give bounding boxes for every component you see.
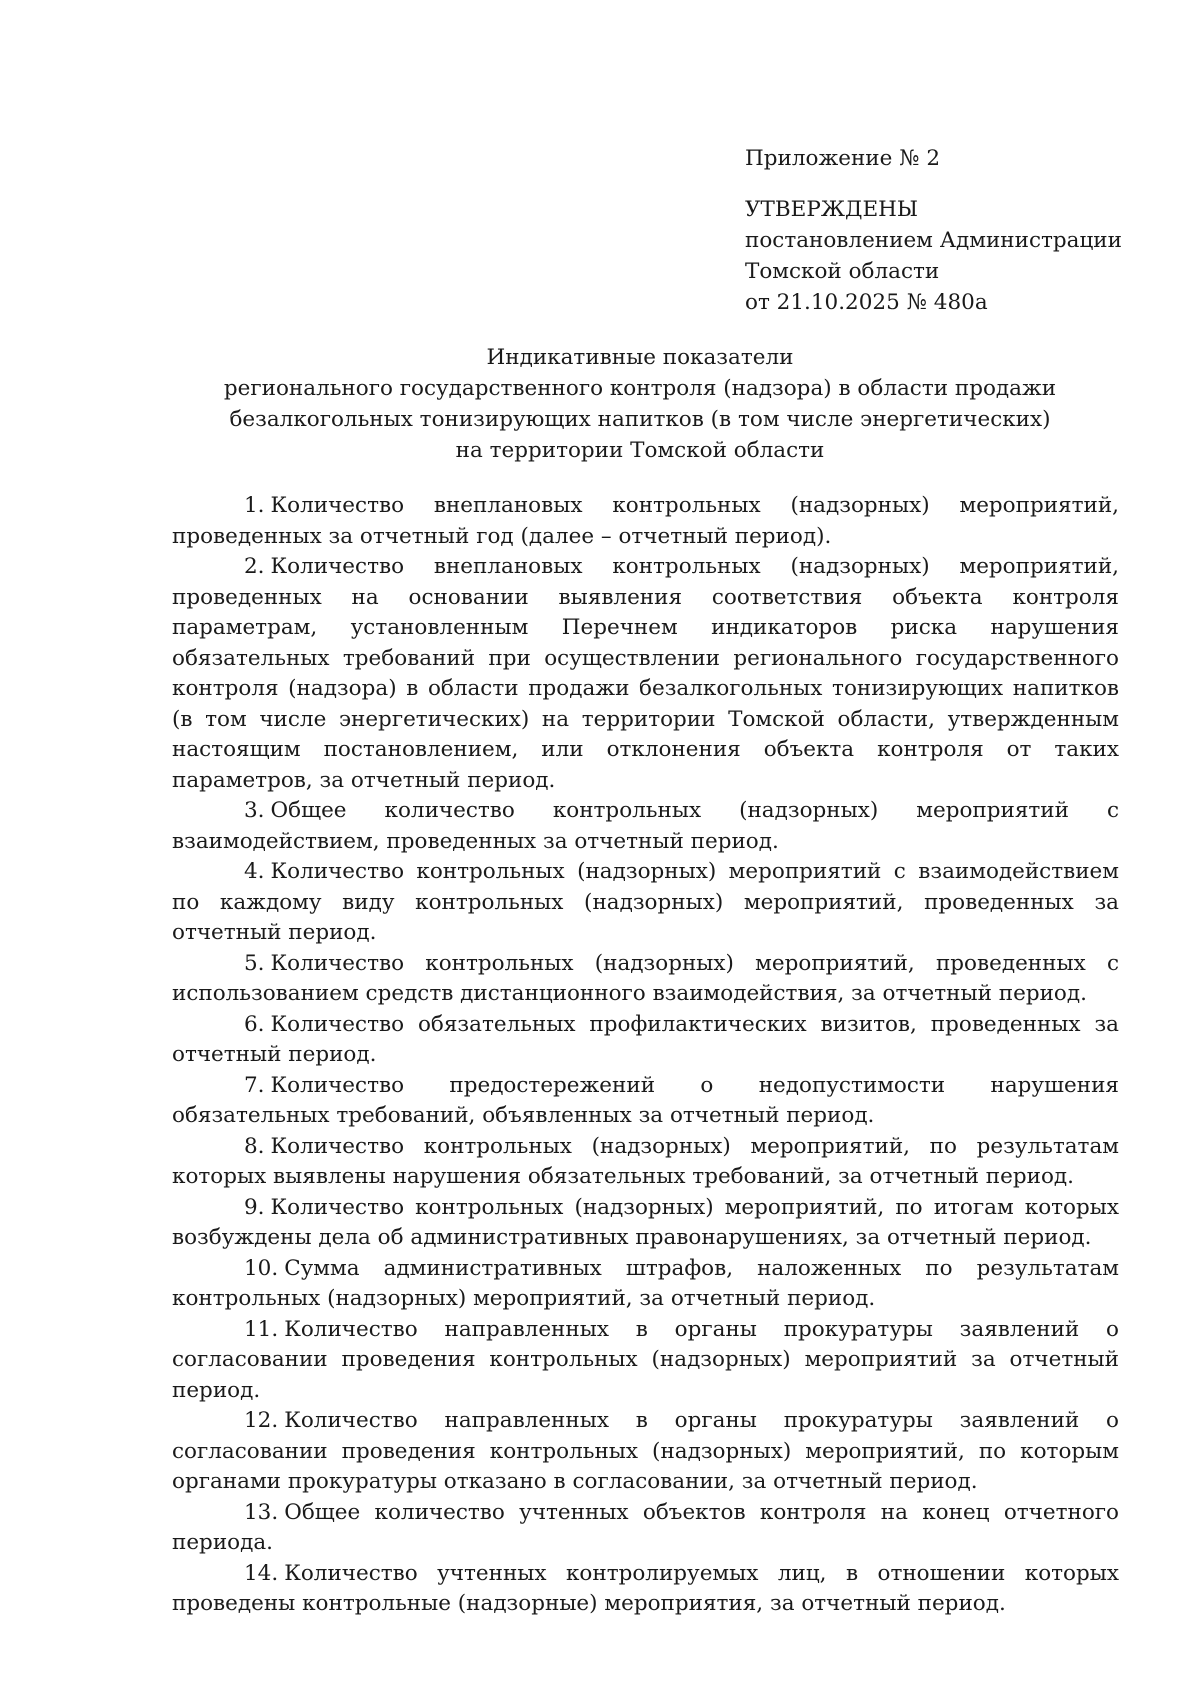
item-text: Количество направленных в органы прокуратуры заявлений о согласовании проведения контрольных (надзорных) мероприятий, по которым органами прокуратуры отказано в согласовании, за отчетный период.	[172, 1408, 1119, 1494]
item-text: Общее количество контрольных (надзорных) мероприятий с взаимодействием, проведенных за отчетный период.	[172, 798, 1119, 854]
list-item	[172, 1010, 1119, 1071]
list-item	[172, 1132, 1119, 1193]
item-number: 8.	[244, 1133, 265, 1159]
approved-heading: УТВЕРЖДЕНЫ	[745, 197, 919, 222]
list-item	[172, 1406, 1119, 1498]
title-line-4: на территории Томской области	[455, 438, 825, 463]
list-item	[172, 1498, 1119, 1559]
item-text: Количество контрольных (надзорных) мероприятий с взаимодействием по каждому виду контрольных (надзорных) мероприятий, проведенных за отчетный период.	[172, 859, 1119, 945]
item-number: 1.	[244, 493, 265, 518]
item-number: 14.	[244, 1560, 279, 1586]
item-text: Сумма административных штрафов, наложенных по результатам контрольных (надзорных) мероприятий, за отчетный период.	[172, 1255, 1119, 1311]
item-number: 5.	[244, 950, 265, 976]
item-text: Количество предостережений о недопустимости нарушения обязательных требований, объявленных за отчетный период.	[172, 1072, 1119, 1128]
list-item	[172, 1193, 1119, 1254]
item-text: Количество учтенных контролируемых лиц, в отношении которых проведены контрольные (надзорные) мероприятия, за отчетный период.	[172, 1560, 1119, 1616]
list-item	[172, 491, 1119, 552]
item-text: Количество направленных в органы прокуратуры заявлений о согласовании проведения контрольных (надзорных) мероприятий за отчетный период.	[172, 1316, 1119, 1403]
item-number: 7.	[244, 1072, 265, 1098]
item-number: 2.	[244, 554, 265, 579]
appendix-label: Приложение № 2	[745, 146, 941, 171]
list-item	[172, 1071, 1119, 1132]
item-number: 3.	[244, 798, 265, 823]
document-title	[160, 342, 1120, 466]
title-line-3: безалкогольных тонизирующих напитков (в том числе энергетических)	[229, 407, 1051, 432]
item-number: 13.	[244, 1499, 279, 1525]
item-text: Количество внеплановых контрольных (надзорных) мероприятий, проведенных на основании выявления соответствия объекта контроля параметрам, установленным Перечнем индикаторов риска нарушения обязательных требований при осуществлении регионального государственного контроля (надзора) в области продажи безалкогольных тонизирующих напитков (в том числе энергетических) на территории Томской области, утвержденным настоящим постановлением, или отклонения объекта контроля от таких параметров, за отчетный период.	[172, 554, 1119, 793]
item-number: 9.	[244, 1194, 265, 1220]
approval-line-3: от 21.10.2025 № 480а	[745, 290, 988, 315]
item-number: 12.	[244, 1408, 279, 1433]
approval-line-1: постановлением Администрации	[745, 228, 1122, 253]
item-number: 4.	[244, 859, 265, 884]
item-number: 11.	[244, 1316, 279, 1342]
title-line-1: Индикативные показатели	[486, 345, 794, 370]
item-number: 10.	[244, 1255, 279, 1281]
list-item	[172, 1559, 1119, 1620]
item-text: Количество контрольных (надзорных) мероприятий, проведенных с использованием средств дистанционного взаимодействия, за отчетный период.	[172, 950, 1119, 1006]
list-item	[172, 796, 1119, 857]
approval-block	[745, 143, 1122, 318]
list-item	[172, 857, 1119, 949]
item-text: Количество контрольных (надзорных) мероприятий, по результатам которых выявлены нарушения обязательных требований, за отчетный период.	[172, 1133, 1119, 1189]
item-text: Количество внеплановых контрольных (надзорных) мероприятий, проведенных за отчетный год (далее – отчетный период).	[172, 493, 1119, 549]
item-text: Количество обязательных профилактических визитов, проведенных за отчетный период.	[172, 1011, 1119, 1067]
approval-line-2: Томской области	[745, 259, 940, 284]
item-text: Количество контрольных (надзорных) мероприятий, по итогам которых возбуждены дела об административных правонарушениях, за отчетный период.	[172, 1194, 1119, 1250]
title-line-2: регионального государственного контроля (надзора) в области продажи	[223, 376, 1057, 401]
item-number: 6.	[244, 1011, 265, 1037]
list-item	[172, 949, 1119, 1010]
list-item	[172, 552, 1119, 796]
list-item	[172, 1315, 1119, 1407]
list-item	[172, 1254, 1119, 1315]
item-text: Общее количество учтенных объектов контроля на конец отчетного периода.	[172, 1499, 1119, 1555]
spacer	[745, 174, 1122, 194]
indicators-list	[172, 491, 1119, 1620]
